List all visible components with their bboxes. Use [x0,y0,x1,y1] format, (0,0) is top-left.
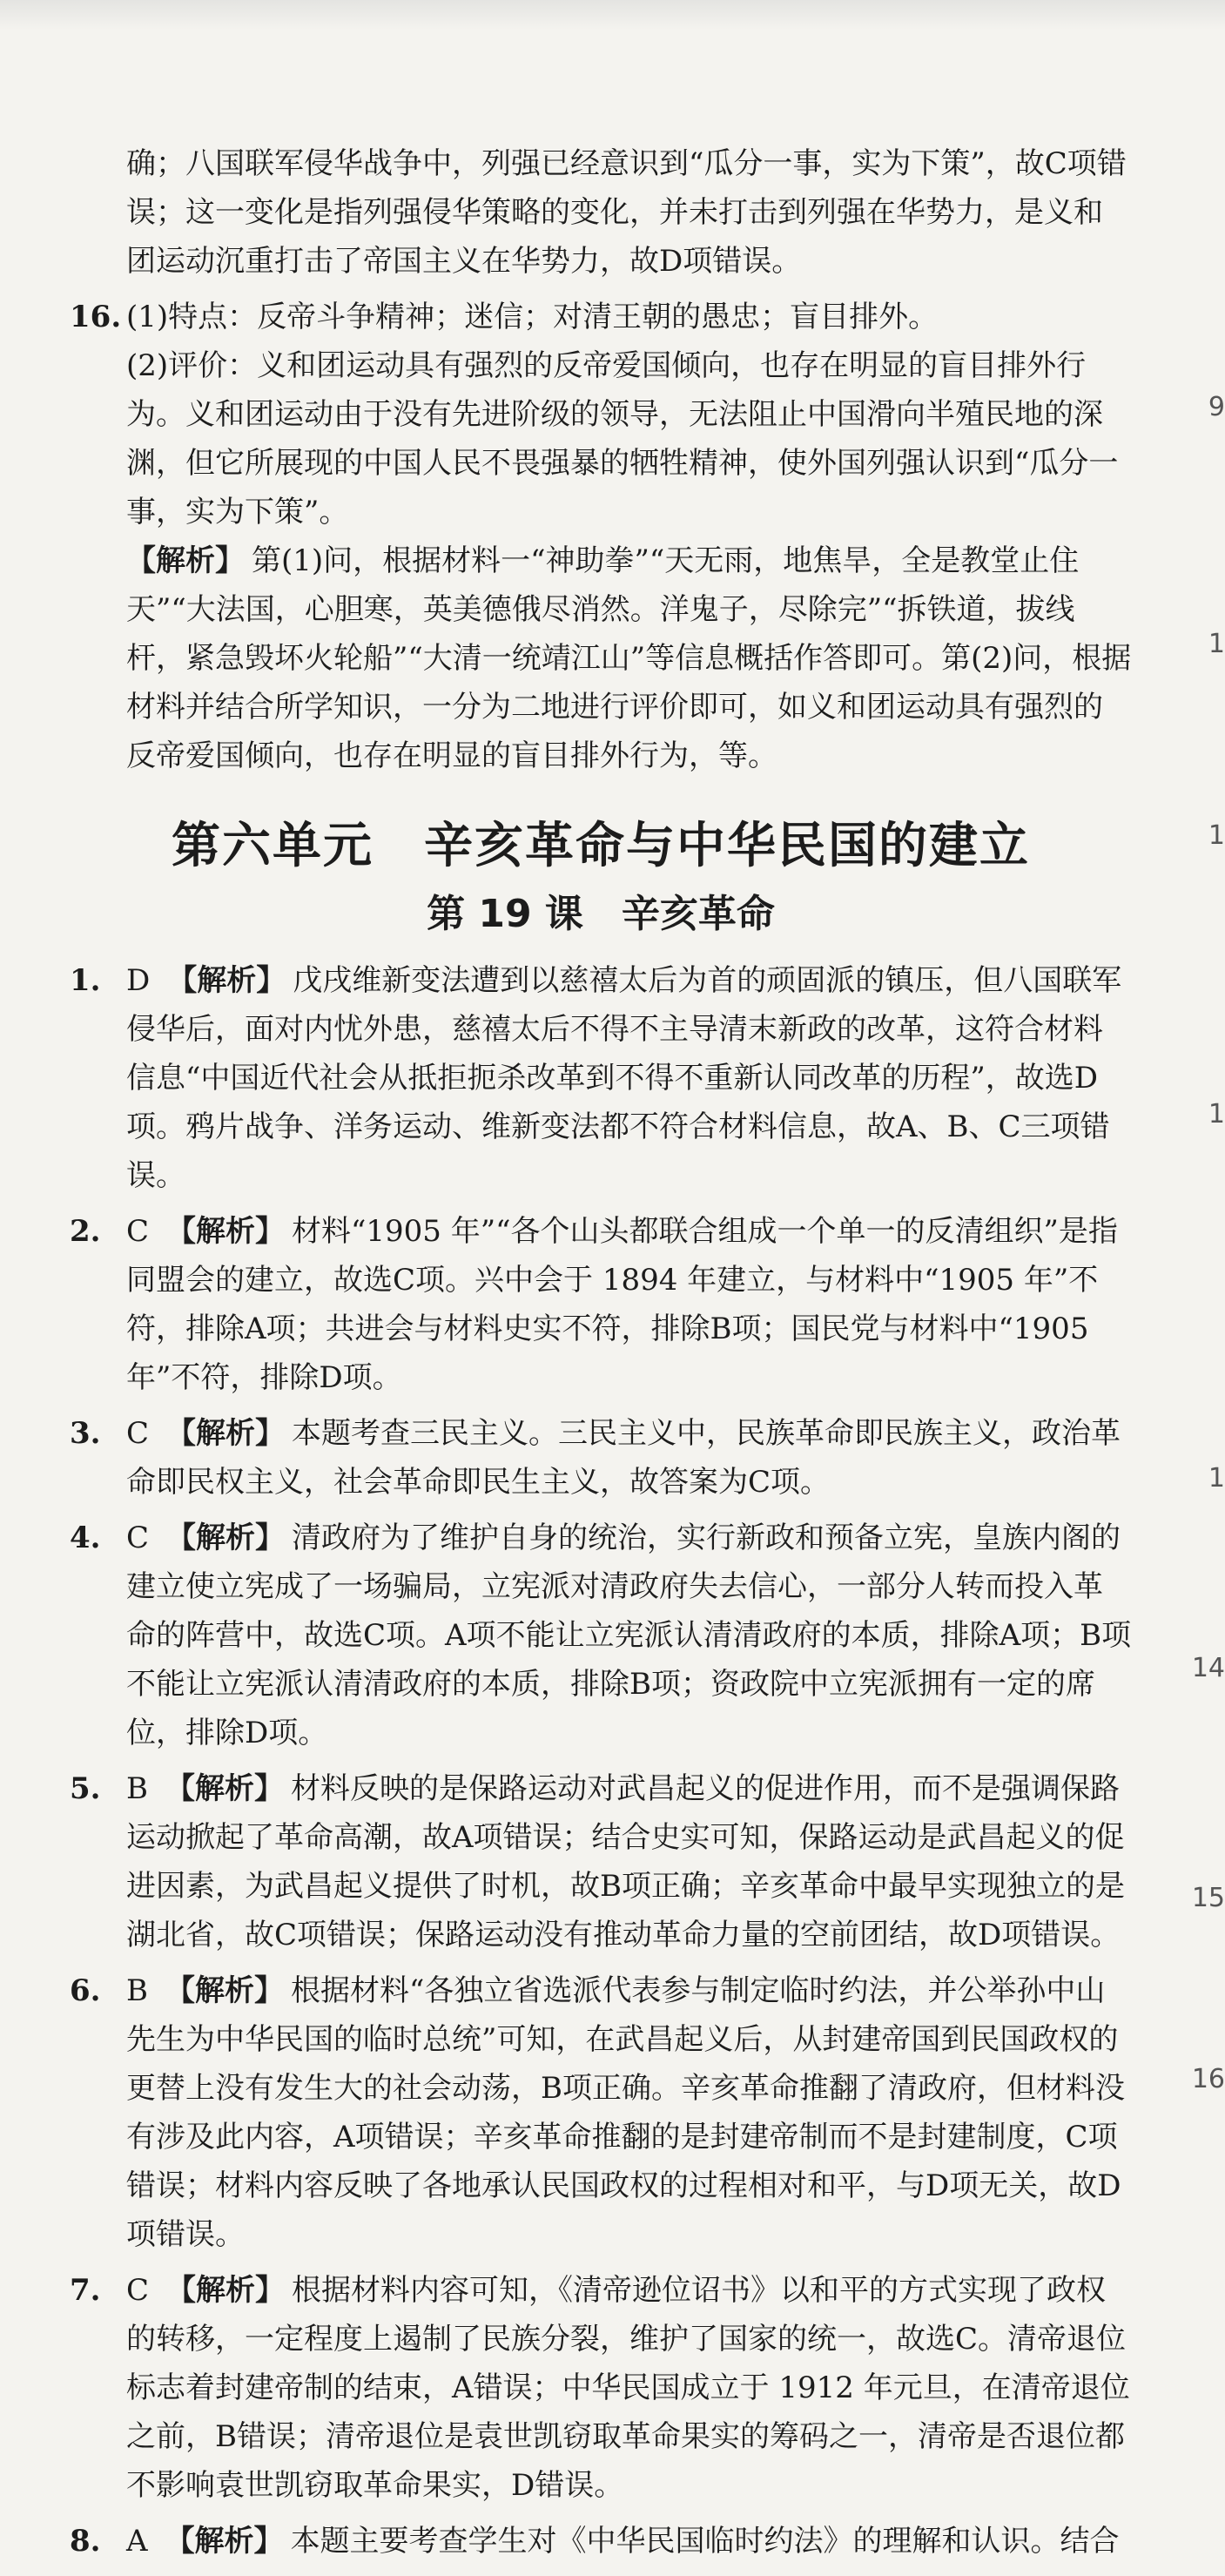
analysis-text: 第(1)问，根据材料一“神助拳”“天无雨，地焦旱，全是教堂止住天”“大法国，心胆寒，英美德俄尽消然。洋鬼子，尽除完”“拆铁道，拔线杆，紧急毁坏火轮船”“大清一统靖江山”等信息概括作答即可。第(2)问，根据材料并结合所学知识，一分为二地进行评价即可，如义和团运动具有强烈的反帝爱国倾向，也存在明显的盲目排外行为，等。 [126,543,1132,773]
analysis-label: 【解析】 [166,2273,286,2308]
item-number: 2. [70,1214,101,1249]
q16-part2: (2)评价：义和团运动具有强烈的反帝爱国倾向，也存在明显的盲目排外行为。义和团运动由于没有先进阶级的领导，无法阻止中国滑向半殖民地的深渊，但它所展现的中国人民不畏强暴的牺牲精神，使外国列强认识到“瓜分一事，实为下策”。 [126,348,1119,529]
answer-item [70,1514,1132,1757]
item-number: 1. [70,963,101,998]
item-number: 7. [70,2273,101,2308]
answer-item [70,1966,1132,2259]
analysis-label: 【解析】 [165,1771,284,1806]
edge-page-mark: 14 [1191,1653,1225,1683]
item-number: 6. [70,1973,101,2008]
analysis-label: 【解析】 [166,1521,286,1555]
analysis-text: 根据材料内容可知，《清帝逊位诏书》以和平的方式实现了政权的转移，一定程度上遏制了民族分裂，维护了国家的统一，故选C。清帝退位标志着封建帝制的结束，A错误；中华民国成立于 1912 年元旦，在清帝退位之前，B错误；清帝退位是袁世凯窃取革命果实的筹码之一，清帝是否退位都不影响袁世凯窃取革命果实，D错误。 [126,2273,1130,2503]
answer-letter: A [126,2524,148,2559]
continuation-paragraph: 确；八国联军侵华战争中，列强已经意识到“瓜分一事，实为下策”，故C项错误；这一变化是指列强侵华策略的变化，并未打击到列强在华势力，是义和团运动沉重打击了帝国主义在华势力，故D项错误。 [126,146,1127,279]
analysis-text: 材料反映的是保路运动对武昌起义的促进作用，而不是强调保路运动掀起了革命高潮，故A项错误；结合史实可知，保路运动是武昌起义的促进因素，为武昌起义提供了时机，故B项正确；辛亥革命中最早实现独立的是湖北省，故C项错误；保路运动没有推动革命力量的空前团结，故D项错误。 [126,1771,1125,1952]
answer-letter: B [126,1973,148,2008]
analysis-text: 本题主要考查学生对《中华民国临时约法》的理解和认识。结合 [290,2524,1120,2559]
item-number: 5. [70,1771,101,1806]
item-number: 8. [70,2524,101,2559]
answer-letter: C [126,1214,150,1249]
answer-item [70,2517,1132,2566]
answer-letter: C [126,1521,150,1555]
edge-page-mark: 1 [1208,1099,1225,1130]
edge-page-mark: 1 [1208,629,1225,659]
analysis-text: 戊戌维新变法遭到以慈禧太后为首的顽固派的镇压，但八国联军侵华后，面对内忧外患，慈禧太后不得不主导清末新政的改革，这符合材料信息“中国近代社会从抵拒扼杀改革到不得不重新认同改革的历程”，故选D项。鸦片战争、洋务运动、维新变法都不符合材料信息，故A、B、C三项错误。 [126,963,1122,1193]
answer-letter: D [126,963,151,998]
answer-letter: B [126,1771,148,1806]
edge-page-mark: 15 [1191,1883,1225,1913]
analysis-text: 本题考查三民主义。三民主义中，民族革命即民族主义，政治革命即民权主义，社会革命即民生主义，故答案为C项。 [126,1416,1121,1500]
answer-letter: C [126,2273,150,2308]
analysis-label: 【解析】 [167,963,286,998]
analysis-text: 清政府为了维护自身的统治，实行新政和预备立宪，皇族内阁的建立使立宪成了一场骗局，立宪派对清政府失去信心，一部分人转而投入革命的阵营中，故选C项。A项不能让立宪派认清清政府的本质，排除A项；B项不能让立宪派认清清政府的本质，排除B项；资政院中立宪派拥有一定的席位，排除D项。 [126,1521,1132,1750]
analysis-label: 【解析】 [166,1214,286,1249]
item-number: 3. [70,1416,101,1451]
question-number: 16. [70,300,122,334]
q16-part1: (1)特点：反帝斗争精神；迷信；对清王朝的愚忠；盲目排外。 [126,300,939,334]
edge-page-mark: 1 [1208,820,1225,851]
analysis-text: 根据材料“各独立省选派代表参与制定临时约法，并公举孙中山先生为中华民国的临时总统”可知，在武昌起义后，从封建帝国到民国政权的更替上没有发生大的社会动荡，B项正确。辛亥革命推翻了清政府，但材料没有涉及此内容，A项错误；辛亥革命推翻的是封建帝制而不是封建制度，C项错误；材料内容反映了各地承认民国政权的过程相对和平，与D项无关，故D项错误。 [126,1973,1125,2252]
unit-title: 第六单元 辛亥革命与中华民国的建立 [172,818,1030,874]
edge-page-mark: 16 [1191,2064,1225,2094]
question-16 [70,293,1132,780]
answer-item [70,2266,1132,2510]
q16-analysis [126,536,1132,780]
page-top-edge [0,0,1225,30]
edge-page-mark: 9 [1208,392,1225,422]
lesson-title: 第 19 课 辛亥革命 [427,892,775,936]
answer-item [70,956,1132,1200]
analysis-label: 【解析】 [165,2524,284,2559]
answer-item [70,1207,1132,1402]
edge-page-mark: 1 [1208,1463,1225,1494]
answer-item [70,1409,1132,1507]
answer-item [70,1764,1132,1959]
analysis-label: 【解析】 [126,543,245,578]
answer-letter: C [126,1416,150,1451]
analysis-text: 材料“1905 年”“各个山头都联合组成一个单一的反清组织”是指同盟会的建立，故选C项。兴中会于 1894 年建立，与材料中“1905 年”不符，排除A项；共进会与材料史实不符，排除B项；国民党与材料中“1905 年”不符，排除D项。 [126,1214,1118,1395]
analysis-label: 【解析】 [166,1416,286,1451]
analysis-label: 【解析】 [165,1973,284,2008]
answer-page [70,139,1132,2573]
item-number: 4. [70,1521,101,1555]
